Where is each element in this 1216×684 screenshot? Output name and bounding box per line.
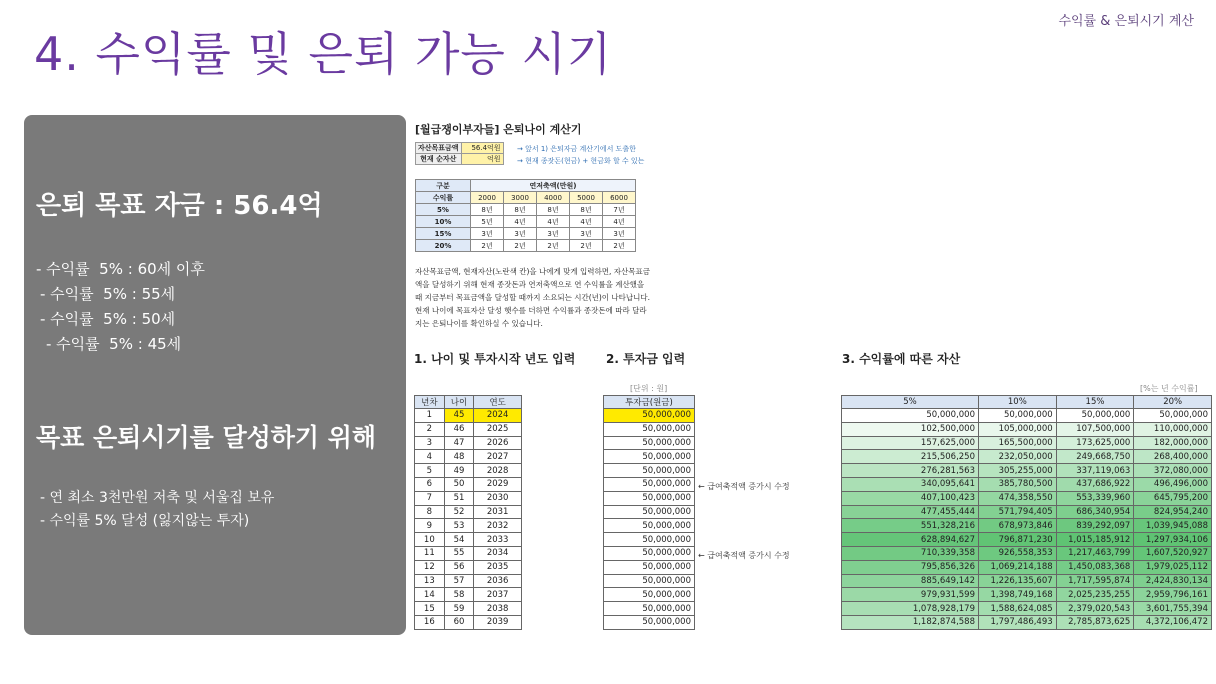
year-cell: 2032 — [474, 519, 522, 533]
asset-value-cell: 796,871,230 — [979, 533, 1057, 547]
table-row — [415, 588, 522, 602]
principal-cell: 50,000,000 — [604, 574, 695, 588]
principal-cell: 50,000,000 — [604, 422, 695, 436]
year-cell[interactable]: 2024 — [474, 409, 522, 423]
asset-growth-table — [841, 395, 1212, 630]
grid-cell: 7년 — [603, 204, 636, 216]
asset-value-cell: 2,785,873,625 — [1056, 615, 1134, 629]
asset-value-cell: 437,686,922 — [1056, 477, 1134, 491]
year-index-cell: 8 — [415, 505, 445, 519]
asset-value-cell: 1,078,928,179 — [842, 602, 979, 616]
grid-cell: 3년 — [570, 228, 603, 240]
year-index-cell: 2 — [415, 422, 445, 436]
asset-value-cell: 1,979,025,112 — [1134, 560, 1212, 574]
year-cell: 2037 — [474, 588, 522, 602]
grid-cell: 8년 — [504, 204, 537, 216]
year-cell: 2039 — [474, 615, 522, 629]
table-row — [415, 615, 522, 629]
retirement-calculator — [412, 115, 652, 330]
age-cell: 46 — [444, 422, 474, 436]
table-row — [842, 464, 1212, 478]
asset-value-cell: 477,455,444 — [842, 505, 979, 519]
table-row — [415, 533, 522, 547]
principal-cell: 50,000,000 — [604, 436, 695, 450]
asset-value-cell: 571,794,405 — [979, 505, 1057, 519]
principal-cell: 50,000,000 — [604, 546, 695, 560]
asset-value-cell: 1,797,486,493 — [979, 615, 1057, 629]
asset-value-cell: 1,182,874,588 — [842, 615, 979, 629]
asset-value-cell: 249,668,750 — [1056, 450, 1134, 464]
table-row — [842, 505, 1212, 519]
grid-cell: 4년 — [570, 216, 603, 228]
grid-cell: 2년 — [504, 240, 537, 252]
asset-value-cell: 1,226,135,607 — [979, 574, 1057, 588]
table-row — [842, 519, 1212, 533]
grid-cell: 2년 — [537, 240, 570, 252]
grid-cell: 3년 — [471, 228, 504, 240]
retirement-goal: 은퇴 목표 자금 : 56.4억 — [36, 191, 323, 221]
grid-rate: 20% — [416, 240, 471, 252]
year-cell: 2029 — [474, 477, 522, 491]
asset-value-cell: 628,894,627 — [842, 533, 979, 547]
strategy-item: - 연 최소 3천만원 저축 및 서울집 보유 — [40, 490, 275, 506]
table-row — [415, 491, 522, 505]
asset-value-cell: 110,000,000 — [1134, 422, 1212, 436]
grid-col[interactable]: 6000 — [603, 192, 636, 204]
grid-cell: 8년 — [471, 204, 504, 216]
asset-value-cell: 337,119,063 — [1056, 464, 1134, 478]
age-cell: 56 — [444, 560, 474, 574]
table-row — [415, 409, 522, 423]
asset-value-cell: 686,340,954 — [1056, 505, 1134, 519]
principal-cell: 50,000,000 — [604, 533, 695, 547]
grid-cell: 3년 — [537, 228, 570, 240]
asset-value-cell: 1,607,520,927 — [1134, 546, 1212, 560]
table-row — [604, 450, 695, 464]
asset-value-cell: 305,255,000 — [979, 464, 1057, 478]
asset-value-cell: 372,080,000 — [1134, 464, 1212, 478]
age-cell: 58 — [444, 588, 474, 602]
asset-value-cell: 926,558,353 — [979, 546, 1057, 560]
asset-value-cell: 105,000,000 — [979, 422, 1057, 436]
table-row — [415, 477, 522, 491]
asset-value-cell: 107,500,000 — [1056, 422, 1134, 436]
asset-value-cell: 1,450,083,368 — [1056, 560, 1134, 574]
age-cell: 54 — [444, 533, 474, 547]
asset-value-cell: 50,000,000 — [842, 409, 979, 423]
table-row — [415, 560, 522, 574]
asset-value-cell: 407,100,423 — [842, 491, 979, 505]
asset-value-cell: 2,025,235,255 — [1056, 588, 1134, 602]
col-header: 나이 — [444, 396, 474, 409]
asset-value-cell: 1,015,185,912 — [1056, 533, 1134, 547]
year-index-cell: 11 — [415, 546, 445, 560]
section-title-assets: 3. 수익률에 따른 자산 — [842, 352, 961, 366]
asset-value-cell: 1,039,945,088 — [1134, 519, 1212, 533]
grid-cell: 4년 — [537, 216, 570, 228]
year-cell: 2026 — [474, 436, 522, 450]
asset-value-cell: 1,398,749,168 — [979, 588, 1057, 602]
asset-value-cell: 824,954,240 — [1134, 505, 1212, 519]
grid-cell: 2년 — [471, 240, 504, 252]
asset-value-cell: 215,506,250 — [842, 450, 979, 464]
asset-value-cell: 678,973,846 — [979, 519, 1057, 533]
table-row — [415, 505, 522, 519]
asset-value-cell: 1,217,463,799 — [1056, 546, 1134, 560]
age-cell: 59 — [444, 602, 474, 616]
asset-value-cell: 1,588,624,085 — [979, 602, 1057, 616]
asset-value-cell: 710,339,358 — [842, 546, 979, 560]
table-row — [604, 436, 695, 450]
unit-label: [단위 : 원] — [630, 384, 668, 393]
asset-value-cell: 885,649,142 — [842, 574, 979, 588]
year-index-cell: 13 — [415, 574, 445, 588]
grid-col[interactable]: 5000 — [570, 192, 603, 204]
age-cell: 57 — [444, 574, 474, 588]
asset-value-cell: 385,780,500 — [979, 477, 1057, 491]
age-cell: 50 — [444, 477, 474, 491]
principal-cell: 50,000,000 — [604, 450, 695, 464]
table-row — [842, 491, 1212, 505]
asset-value-cell: 50,000,000 — [1134, 409, 1212, 423]
table-row — [604, 519, 695, 533]
target-asset-input[interactable]: 56.4억원 — [461, 143, 503, 154]
strategy-heading: 목표 은퇴시기를 달성하기 위해 — [36, 423, 377, 452]
grid-head: 연저축액(만원) — [471, 180, 636, 192]
scenario-item: - 수익률 5% : 60세 이후 — [36, 260, 205, 278]
asset-value-cell: 2,959,796,161 — [1134, 588, 1212, 602]
grid-cell: 2년 — [603, 240, 636, 252]
principal-cell: 50,000,000 — [604, 615, 695, 629]
grid-col[interactable]: 4000 — [537, 192, 570, 204]
asset-value-cell: 553,339,960 — [1056, 491, 1134, 505]
table-row — [415, 602, 522, 616]
table-row — [604, 409, 695, 423]
table-row — [604, 422, 695, 436]
calculator-title: [월급쟁이부자들] 은퇴나이 계산기 — [415, 123, 582, 136]
table-row — [415, 574, 522, 588]
col-header: 년차 — [415, 396, 445, 409]
year-index-cell: 5 — [415, 464, 445, 478]
asset-value-cell: 551,328,216 — [842, 519, 979, 533]
table-row — [842, 477, 1212, 491]
calculator-description: 자산목표금액, 현재자산(노란색 칸)을 나에게 맞게 입력하면, 자산목표금액을 달성하기 위해 현재 종잣돈과 연저축액으로 연 수익률을 계산했을 때 지금부터 목표금액을 달성할 때까지 소요되는 시간(년)이 나타납니다. 현재 나이에 목표자산 달성 햇수를 더하면 수익률과 종잣돈에 따라 달라지는 은퇴나이를 확인하실 수 있습니다. — [415, 267, 651, 328]
principal-cell[interactable]: 50,000,000 — [604, 409, 695, 423]
asset-value-cell: 2,379,020,543 — [1056, 602, 1134, 616]
grid-rate: 5% — [416, 204, 471, 216]
table-row — [842, 450, 1212, 464]
asset-value-cell: 2,424,830,134 — [1134, 574, 1212, 588]
table-row — [415, 519, 522, 533]
year-index-cell: 6 — [415, 477, 445, 491]
year-cell: 2035 — [474, 560, 522, 574]
col-header: 5% — [842, 396, 979, 409]
asset-value-cell: 165,500,000 — [979, 436, 1057, 450]
salary-note: ← 급여축적액 증가시 수정 — [698, 551, 790, 560]
age-cell: 48 — [444, 450, 474, 464]
grid-cell: 4년 — [504, 216, 537, 228]
table-row — [842, 602, 1212, 616]
grid-cell: 2년 — [570, 240, 603, 252]
table-row — [415, 422, 522, 436]
col-header: 연도 — [474, 396, 522, 409]
principal-cell: 50,000,000 — [604, 477, 695, 491]
year-cell: 2033 — [474, 533, 522, 547]
table-row — [604, 546, 695, 560]
asset-value-cell: 979,931,599 — [842, 588, 979, 602]
table-row — [604, 477, 695, 491]
table-row — [842, 588, 1212, 602]
age-year-table — [414, 395, 522, 630]
section-title-age: 1. 나이 및 투자시작 년도 입력 — [414, 352, 576, 366]
table-row — [604, 533, 695, 547]
asset-value-cell: 1,069,214,188 — [979, 560, 1057, 574]
grid-col[interactable]: 2000 — [471, 192, 504, 204]
table-row — [842, 546, 1212, 560]
col-header: 10% — [979, 396, 1057, 409]
asset-value-cell: 268,400,000 — [1134, 450, 1212, 464]
age-cell[interactable]: 45 — [444, 409, 474, 423]
target-asset-label: 자산목표금액 — [416, 143, 462, 154]
asset-value-cell: 102,500,000 — [842, 422, 979, 436]
age-cell: 49 — [444, 464, 474, 478]
strategy-item: - 수익률 5% 달성 (잃지않는 투자) — [40, 513, 250, 529]
year-index-cell: 16 — [415, 615, 445, 629]
asset-value-cell: 496,496,000 — [1134, 477, 1212, 491]
grid-col[interactable]: 3000 — [504, 192, 537, 204]
years-to-goal-grid — [415, 179, 636, 252]
grid-col: 수익률 — [416, 192, 471, 204]
asset-value-cell: 474,358,550 — [979, 491, 1057, 505]
table-row — [842, 422, 1212, 436]
grid-rate: 10% — [416, 216, 471, 228]
asset-value-cell: 3,601,755,394 — [1134, 602, 1212, 616]
col-header: 20% — [1134, 396, 1212, 409]
asset-value-cell: 157,625,000 — [842, 436, 979, 450]
year-index-cell: 7 — [415, 491, 445, 505]
table-row — [842, 533, 1212, 547]
asset-value-cell: 182,000,000 — [1134, 436, 1212, 450]
asset-value-cell: 50,000,000 — [979, 409, 1057, 423]
grid-cell: 4년 — [603, 216, 636, 228]
year-cell: 2027 — [474, 450, 522, 464]
investment-table — [603, 395, 695, 630]
age-cell: 51 — [444, 491, 474, 505]
table-row — [604, 588, 695, 602]
asset-value-cell: 1,297,934,106 — [1134, 533, 1212, 547]
principal-cell: 50,000,000 — [604, 491, 695, 505]
table-row — [415, 464, 522, 478]
summary-panel — [24, 115, 406, 635]
year-cell: 2031 — [474, 505, 522, 519]
grid-cell: 5년 — [471, 216, 504, 228]
year-cell: 2025 — [474, 422, 522, 436]
grid-head: 구분 — [416, 180, 471, 192]
scenario-item: - 수익률 5% : 55세 — [40, 285, 176, 303]
year-index-cell: 4 — [415, 450, 445, 464]
table-row — [842, 560, 1212, 574]
year-cell: 2034 — [474, 546, 522, 560]
table-row — [604, 615, 695, 629]
asset-value-cell: 795,856,326 — [842, 560, 979, 574]
age-cell: 55 — [444, 546, 474, 560]
principal-cell: 50,000,000 — [604, 588, 695, 602]
age-cell: 60 — [444, 615, 474, 629]
age-cell: 53 — [444, 519, 474, 533]
year-cell: 2036 — [474, 574, 522, 588]
table-row — [415, 546, 522, 560]
asset-value-cell: 839,292,097 — [1056, 519, 1134, 533]
table-row — [604, 560, 695, 574]
table-row — [415, 450, 522, 464]
table-row — [842, 615, 1212, 629]
principal-cell: 50,000,000 — [604, 519, 695, 533]
section-title-investment: 2. 투자금 입력 — [606, 352, 686, 366]
asset-value-cell: 4,372,106,472 — [1134, 615, 1212, 629]
year-index-cell: 14 — [415, 588, 445, 602]
year-index-cell: 12 — [415, 560, 445, 574]
target-asset-note: → 앞서 1) 은퇴자금 계산기에서 도출한 — [517, 145, 636, 153]
year-index-cell: 10 — [415, 533, 445, 547]
current-asset-input[interactable]: 억원 — [461, 154, 503, 165]
table-row — [604, 602, 695, 616]
year-index-cell: 9 — [415, 519, 445, 533]
year-cell: 2030 — [474, 491, 522, 505]
year-cell: 2028 — [474, 464, 522, 478]
salary-note: ← 급여축적액 증가시 수정 — [698, 482, 790, 491]
grid-cell: 8년 — [537, 204, 570, 216]
table-row — [842, 436, 1212, 450]
current-asset-note: → 현재 종잣돈(현금) + 현금화 할 수 있는 — [517, 157, 645, 165]
year-index-cell: 3 — [415, 436, 445, 450]
asset-value-cell: 1,717,595,874 — [1056, 574, 1134, 588]
principal-cell: 50,000,000 — [604, 505, 695, 519]
principal-cell: 50,000,000 — [604, 560, 695, 574]
grid-cell: 3년 — [603, 228, 636, 240]
grid-cell: 3년 — [504, 228, 537, 240]
grid-rate: 15% — [416, 228, 471, 240]
asset-value-cell: 340,095,641 — [842, 477, 979, 491]
asset-input-table — [415, 142, 504, 165]
asset-value-cell: 173,625,000 — [1056, 436, 1134, 450]
col-header: 투자금(원금) — [604, 396, 695, 409]
table-row — [842, 574, 1212, 588]
age-cell: 47 — [444, 436, 474, 450]
year-index-cell: 1 — [415, 409, 445, 423]
asset-value-cell: 232,050,000 — [979, 450, 1057, 464]
principal-cell: 50,000,000 — [604, 602, 695, 616]
table-row — [604, 464, 695, 478]
scenario-item: - 수익률 5% : 50세 — [40, 310, 176, 328]
unit-label: [%는 년 수익률] — [1140, 384, 1198, 393]
current-asset-label: 현재 순자산 — [416, 154, 462, 165]
principal-cell: 50,000,000 — [604, 464, 695, 478]
table-row — [604, 505, 695, 519]
year-cell: 2038 — [474, 602, 522, 616]
slide-subtitle: 수익률 & 은퇴시기 계산 — [1058, 14, 1194, 29]
table-row — [415, 436, 522, 450]
slide-title: 4. 수익률 및 은퇴 가능 시기 — [34, 27, 613, 81]
table-row — [604, 491, 695, 505]
table-row — [842, 409, 1212, 423]
year-index-cell: 15 — [415, 602, 445, 616]
col-header: 15% — [1056, 396, 1134, 409]
grid-cell: 8년 — [570, 204, 603, 216]
table-row — [604, 574, 695, 588]
asset-value-cell: 276,281,563 — [842, 464, 979, 478]
asset-value-cell: 50,000,000 — [1056, 409, 1134, 423]
scenario-item: - 수익률 5% : 45세 — [46, 335, 182, 353]
asset-value-cell: 645,795,200 — [1134, 491, 1212, 505]
age-cell: 52 — [444, 505, 474, 519]
